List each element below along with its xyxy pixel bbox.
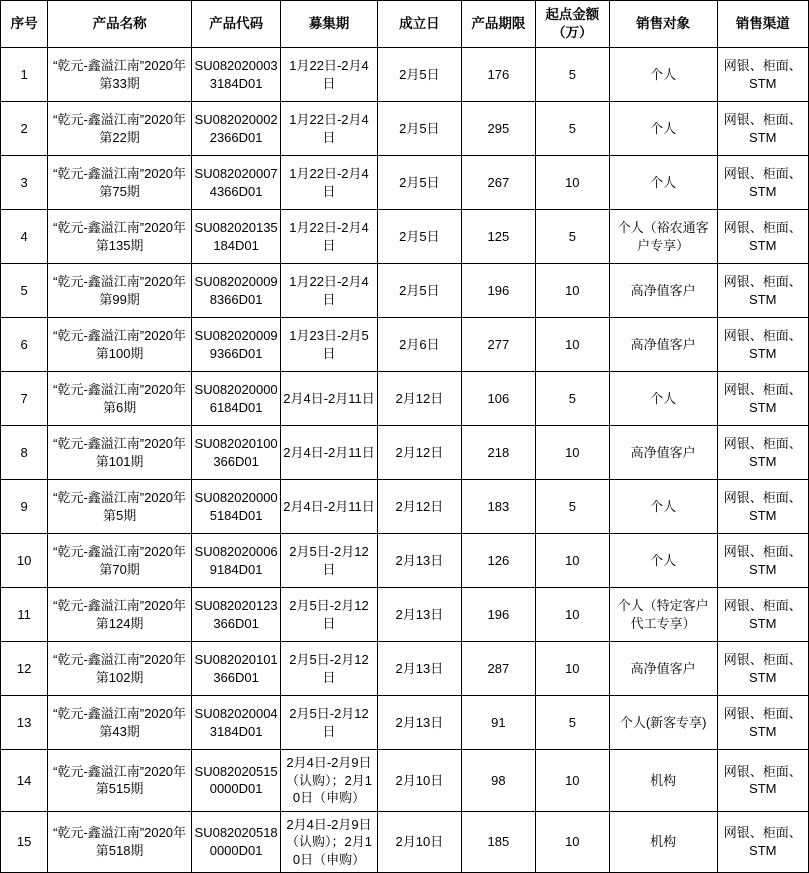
cell-sales-target: 个人 [609,48,717,102]
cell-product-code: SU082020123366D01 [191,588,280,642]
cell-product-code: SU0820200022366D01 [191,102,280,156]
cell-establish-date: 2月12日 [377,480,461,534]
cell-sales-channel: 网银、柜面、STM [717,48,808,102]
cell-product-name: “乾元-鑫溢江南”2020年第102期 [48,642,192,696]
cell-term: 267 [461,156,535,210]
cell-term: 185 [461,811,535,873]
cell-sales-channel: 网银、柜面、STM [717,372,808,426]
cell-product-name: “乾元-鑫溢江南”2020年第70期 [48,534,192,588]
cell-raise-period: 2月4日-2月9日（认购）；2月10日（申购） [281,811,378,873]
cell-product-name: “乾元-鑫溢江南”2020年第6期 [48,372,192,426]
cell-sales-channel: 网银、柜面、STM [717,426,808,480]
cell-index: 2 [1,102,48,156]
column-header-establish-date: 成立日 [377,1,461,48]
cell-min-amount: 5 [535,102,609,156]
table-row [1,48,809,102]
cell-raise-period: 2月5日-2月12日 [281,696,378,750]
table-row [1,372,809,426]
cell-raise-period: 1月22日-2月4日 [281,210,378,264]
cell-sales-channel: 网银、柜面、STM [717,642,808,696]
cell-min-amount: 10 [535,318,609,372]
cell-min-amount: 10 [535,156,609,210]
cell-index: 6 [1,318,48,372]
column-header-sales-channel: 销售渠道 [717,1,808,48]
table-row [1,811,809,873]
cell-sales-channel: 网银、柜面、STM [717,750,808,812]
cell-min-amount: 10 [535,426,609,480]
cell-term: 218 [461,426,535,480]
cell-product-code: SU0820200074366D01 [191,156,280,210]
column-header-min-amount [535,1,609,48]
cell-product-code: SU0820205180000D01 [191,811,280,873]
cell-establish-date: 2月13日 [377,642,461,696]
table-body [1,48,809,873]
table-row [1,588,809,642]
cell-product-name: “乾元-鑫溢江南”2020年第43期 [48,696,192,750]
cell-raise-period: 2月4日-2月11日 [281,480,378,534]
cell-product-name: “乾元-鑫溢江南”2020年第135期 [48,210,192,264]
table-row [1,480,809,534]
cell-sales-channel: 网银、柜面、STM [717,480,808,534]
cell-index: 3 [1,156,48,210]
cell-product-name: “乾元-鑫溢江南”2020年第75期 [48,156,192,210]
cell-raise-period: 1月22日-2月4日 [281,156,378,210]
cell-raise-period: 2月5日-2月12日 [281,642,378,696]
cell-index: 11 [1,588,48,642]
table-row [1,102,809,156]
cell-sales-target: 个人 [609,102,717,156]
cell-establish-date: 2月6日 [377,318,461,372]
cell-sales-target: 高净值客户 [609,642,717,696]
cell-raise-period: 1月23日-2月5日 [281,318,378,372]
cell-term: 295 [461,102,535,156]
cell-sales-channel: 网银、柜面、STM [717,264,808,318]
cell-index: 8 [1,426,48,480]
table-row [1,318,809,372]
cell-sales-target: 个人 [609,480,717,534]
cell-term: 91 [461,696,535,750]
cell-term: 125 [461,210,535,264]
cell-product-code: SU0820205150000D01 [191,750,280,812]
cell-min-amount: 10 [535,750,609,812]
column-header-sales-target: 销售对象 [609,1,717,48]
cell-product-name: “乾元-鑫溢江南”2020年第100期 [48,318,192,372]
cell-sales-target: 高净值客户 [609,264,717,318]
cell-establish-date: 2月5日 [377,264,461,318]
cell-sales-target: 高净值客户 [609,426,717,480]
cell-establish-date: 2月13日 [377,588,461,642]
cell-sales-target: 个人 [609,156,717,210]
table-row [1,264,809,318]
cell-min-amount: 5 [535,48,609,102]
table-row [1,642,809,696]
cell-establish-date: 2月13日 [377,696,461,750]
column-header-term: 产品期限 [461,1,535,48]
cell-index: 1 [1,48,48,102]
cell-sales-target: 个人（特定客户代工专享） [609,588,717,642]
cell-establish-date: 2月10日 [377,750,461,812]
cell-product-code: SU0820200006184D01 [191,372,280,426]
table-row [1,156,809,210]
cell-product-name: “乾元-鑫溢江南”2020年第515期 [48,750,192,812]
table-row [1,210,809,264]
cell-min-amount: 5 [535,480,609,534]
cell-raise-period: 2月5日-2月12日 [281,534,378,588]
column-header-index: 序号 [1,1,48,48]
cell-sales-channel: 网银、柜面、STM [717,156,808,210]
column-header-min-amount-line1: 起点金额 [545,6,600,22]
cell-min-amount: 10 [535,811,609,873]
cell-product-code: SU082020100366D01 [191,426,280,480]
cell-establish-date: 2月10日 [377,811,461,873]
table-row [1,426,809,480]
cell-index: 5 [1,264,48,318]
cell-index: 10 [1,534,48,588]
cell-min-amount: 10 [535,588,609,642]
cell-min-amount: 10 [535,534,609,588]
cell-product-code: SU0820200099366D01 [191,318,280,372]
cell-raise-period: 1月22日-2月4日 [281,102,378,156]
table-row [1,696,809,750]
cell-product-name: “乾元-鑫溢江南”2020年第5期 [48,480,192,534]
cell-product-code: SU082020101366D01 [191,642,280,696]
cell-product-name: “乾元-鑫溢江南”2020年第22期 [48,102,192,156]
cell-term: 287 [461,642,535,696]
cell-sales-target: 机构 [609,750,717,812]
cell-sales-target: 个人 [609,372,717,426]
column-header-product-code: 产品代码 [191,1,280,48]
cell-raise-period: 2月5日-2月12日 [281,588,378,642]
cell-product-name: “乾元-鑫溢江南”2020年第101期 [48,426,192,480]
cell-establish-date: 2月5日 [377,48,461,102]
cell-raise-period: 2月4日-2月11日 [281,372,378,426]
cell-index: 14 [1,750,48,812]
cell-min-amount: 5 [535,210,609,264]
cell-establish-date: 2月12日 [377,372,461,426]
cell-term: 183 [461,480,535,534]
cell-term: 98 [461,750,535,812]
cell-sales-target: 个人 [609,534,717,588]
cell-term: 126 [461,534,535,588]
cell-min-amount: 5 [535,696,609,750]
column-header-min-amount-line2: （万） [552,25,593,40]
cell-product-code: SU0820200043184D01 [191,696,280,750]
cell-sales-target: 个人(新客专享) [609,696,717,750]
table-header-row [1,1,809,48]
cell-establish-date: 2月5日 [377,102,461,156]
cell-product-code: SU0820200005184D01 [191,480,280,534]
cell-index: 7 [1,372,48,426]
cell-establish-date: 2月5日 [377,210,461,264]
cell-sales-target: 高净值客户 [609,318,717,372]
cell-sales-channel: 网银、柜面、STM [717,534,808,588]
cell-min-amount: 10 [535,642,609,696]
cell-product-name: “乾元-鑫溢江南”2020年第518期 [48,811,192,873]
cell-product-name: “乾元-鑫溢江南”2020年第99期 [48,264,192,318]
cell-raise-period: 2月4日-2月9日（认购）；2月10日（申购） [281,750,378,812]
cell-min-amount: 10 [535,264,609,318]
cell-index: 15 [1,811,48,873]
cell-term: 106 [461,372,535,426]
cell-index: 4 [1,210,48,264]
cell-sales-channel: 网银、柜面、STM [717,588,808,642]
cell-sales-channel: 网银、柜面、STM [717,811,808,873]
cell-index: 9 [1,480,48,534]
cell-sales-channel: 网银、柜面、STM [717,318,808,372]
cell-product-code: SU0820200033184D01 [191,48,280,102]
cell-index: 13 [1,696,48,750]
table-row [1,750,809,812]
cell-term: 196 [461,588,535,642]
cell-product-code: SU0820200098366D01 [191,264,280,318]
cell-term: 277 [461,318,535,372]
column-header-raise-period: 募集期 [281,1,378,48]
cell-sales-channel: 网银、柜面、STM [717,102,808,156]
cell-term: 196 [461,264,535,318]
cell-establish-date: 2月12日 [377,426,461,480]
cell-product-code: SU082020135184D01 [191,210,280,264]
cell-raise-period: 1月22日-2月4日 [281,48,378,102]
cell-establish-date: 2月5日 [377,156,461,210]
cell-sales-channel: 网银、柜面、STM [717,210,808,264]
cell-index: 12 [1,642,48,696]
table-row [1,534,809,588]
cell-min-amount: 5 [535,372,609,426]
cell-sales-target: 机构 [609,811,717,873]
cell-product-code: SU0820200069184D01 [191,534,280,588]
cell-raise-period: 2月4日-2月11日 [281,426,378,480]
cell-sales-target: 个人（裕农通客户专享） [609,210,717,264]
cell-establish-date: 2月13日 [377,534,461,588]
cell-product-name: “乾元-鑫溢江南”2020年第124期 [48,588,192,642]
cell-product-name: “乾元-鑫溢江南”2020年第33期 [48,48,192,102]
column-header-product-name: 产品名称 [48,1,192,48]
cell-sales-channel: 网银、柜面、STM [717,696,808,750]
cell-term: 176 [461,48,535,102]
cell-raise-period: 1月22日-2月4日 [281,264,378,318]
